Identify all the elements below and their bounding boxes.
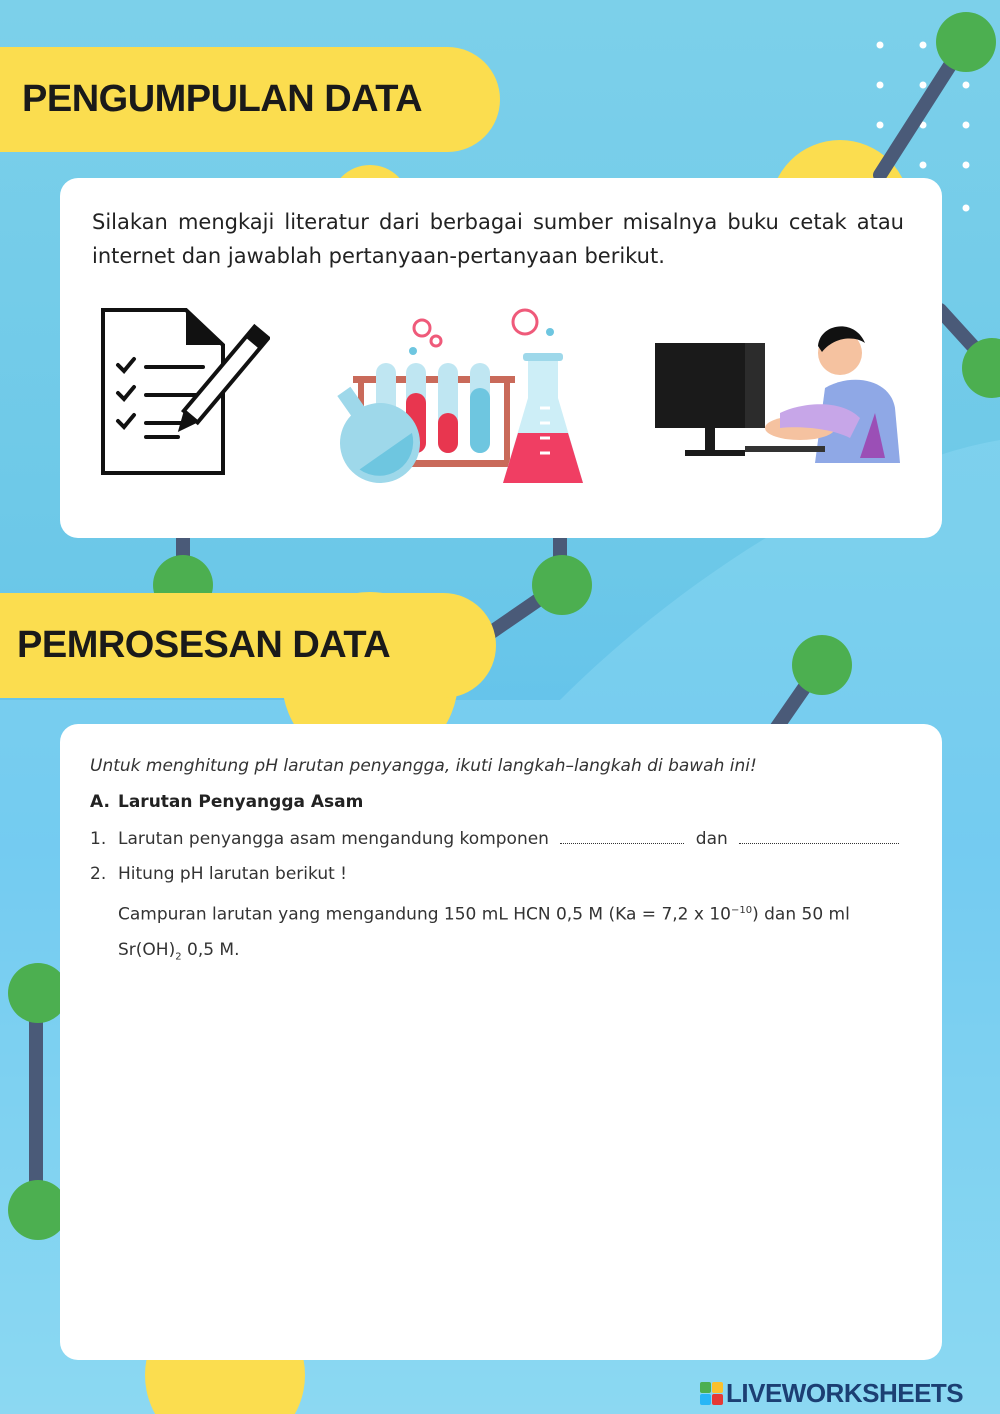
q2-formula: Sr(OH) xyxy=(118,939,176,960)
question-2 xyxy=(90,864,347,884)
and-label: dan xyxy=(695,829,728,849)
liveworksheets-logo xyxy=(700,1378,963,1409)
logo-text: LIVEWORKSHEETS xyxy=(726,1378,964,1408)
q2-exponent: −10 xyxy=(730,905,753,916)
answer-blank-1[interactable] xyxy=(560,829,684,844)
question-text: Larutan penyangga asam mengandung komponen xyxy=(118,829,549,849)
q2-body-part2: ) dan 50 ml xyxy=(752,904,850,925)
logo-mark-icon xyxy=(700,1382,723,1405)
intro-text: Silakan mengkaji literatur dari berbagai sumber misalnya buku cetak atau internet dan jawablah pertanyaan-pertanyaan berikut. xyxy=(92,210,904,268)
question-number: 1. xyxy=(90,829,107,849)
question-1 xyxy=(90,829,899,849)
instruction-text: Untuk menghitung pH larutan penyangga, ikuti langkah–langkah di bawah ini! xyxy=(90,756,757,776)
section-title: PEMROSESAN DATA xyxy=(17,624,391,666)
section-header-processing xyxy=(0,593,496,698)
q2-subscript: 2 xyxy=(175,951,182,963)
lab-glassware-icon xyxy=(318,308,590,493)
checklist-pencil-icon xyxy=(98,305,270,480)
section-title: PENGUMPULAN DATA xyxy=(22,78,423,120)
question-number: 2. xyxy=(90,864,107,884)
section-a-heading xyxy=(90,792,363,812)
section-a-label: A. xyxy=(90,792,110,812)
q2-body-part1: Campuran larutan yang mengandung 150 mL HCN 0,5 M (Ka = 7,2 x 10 xyxy=(118,904,731,925)
answer-blank-2[interactable] xyxy=(739,829,899,844)
question-text: Hitung pH larutan berikut ! xyxy=(118,864,348,884)
section-header-collection xyxy=(0,47,500,152)
processing-card xyxy=(60,724,942,1360)
q2-body-part3: 0,5 M. xyxy=(181,939,240,960)
person-computer-icon xyxy=(650,318,905,468)
question-2-body xyxy=(118,893,914,974)
section-a-title: Larutan Penyangga Asam xyxy=(118,792,364,812)
